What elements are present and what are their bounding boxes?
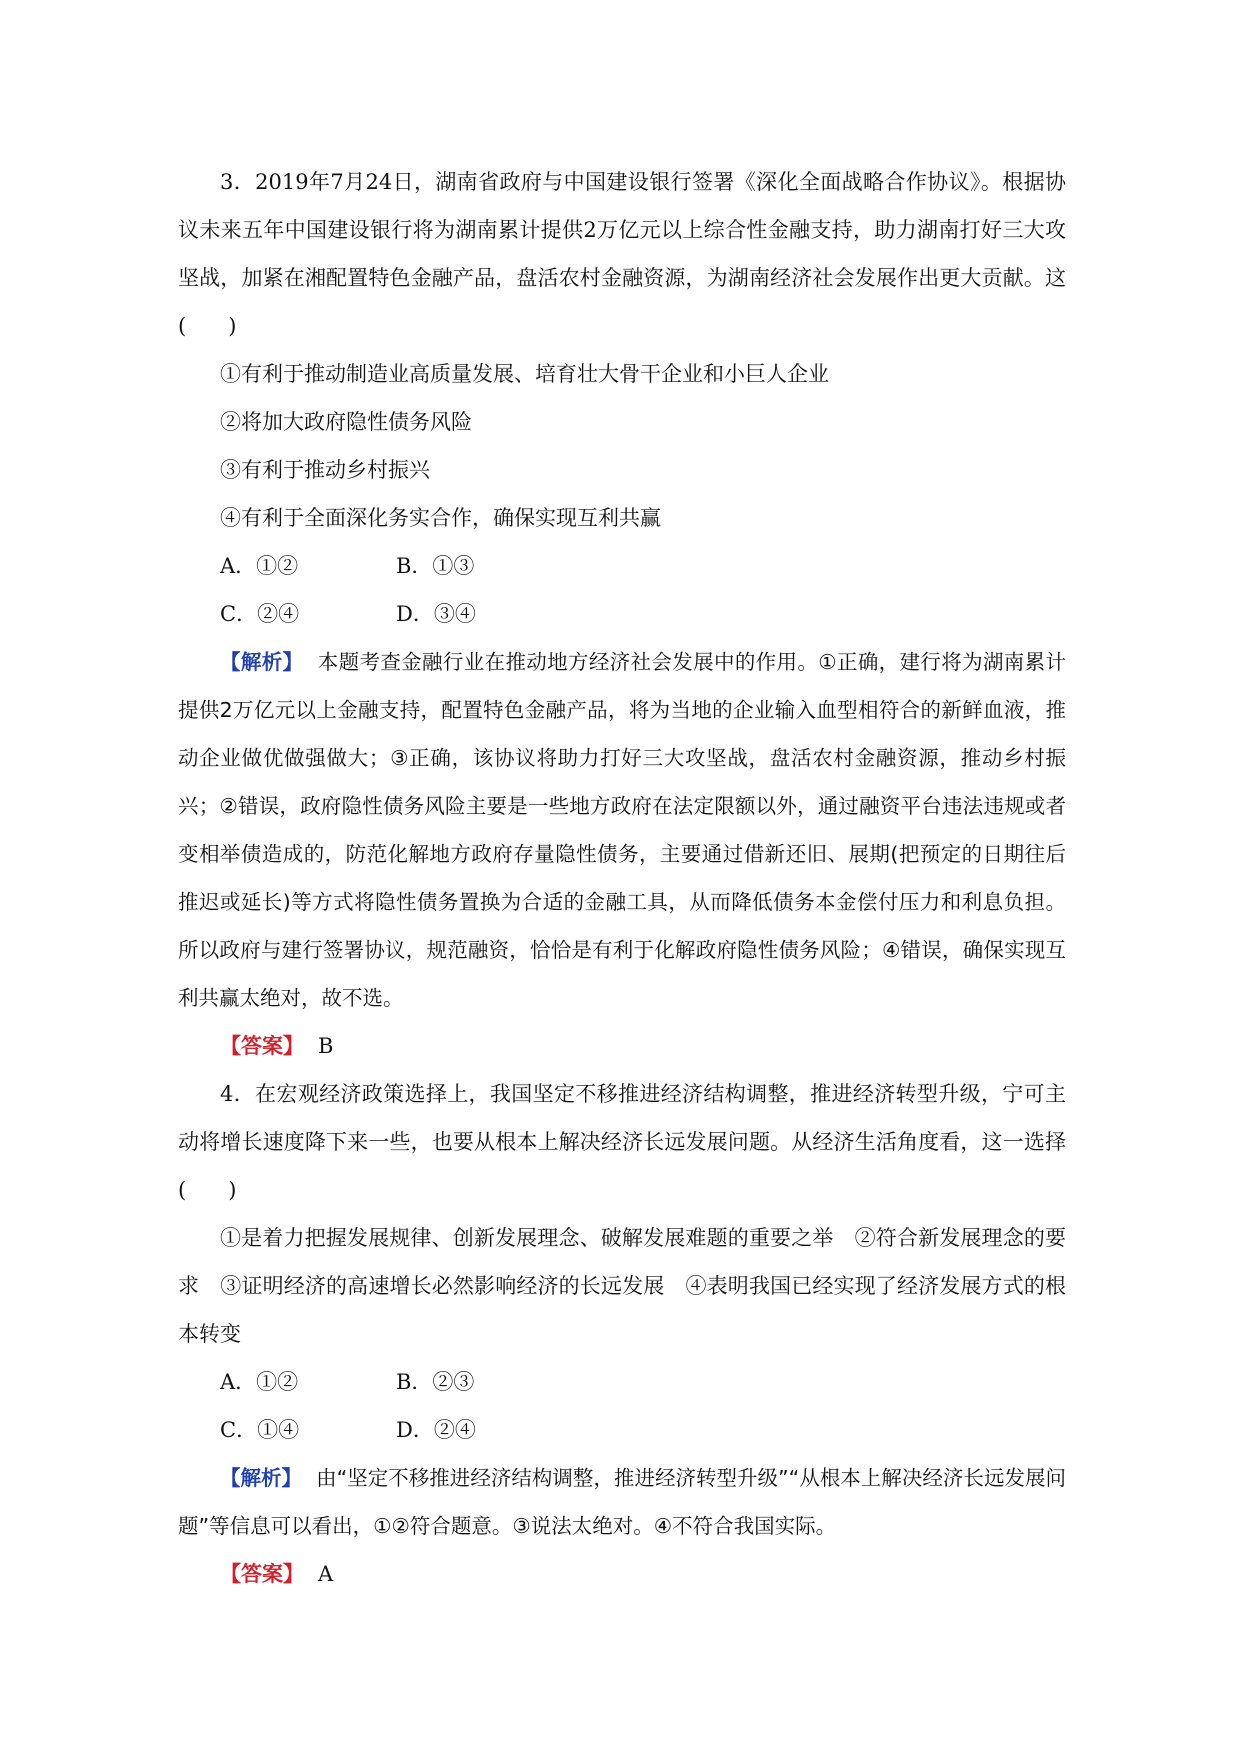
q3-item-3: ③有利于推动乡村振兴	[220, 458, 430, 482]
q4-analysis-label: 【解析】	[220, 1466, 303, 1490]
q3-option-a: A．①②	[220, 554, 299, 578]
q3-option-d: D．③④	[396, 602, 476, 626]
q4-answer-value: A	[318, 1562, 334, 1586]
q4-answer-label: 【答案】	[220, 1562, 304, 1586]
q4-analysis	[178, 1454, 1066, 1550]
q3-options-row-2	[178, 590, 1066, 638]
q3-answer-label: 【答案】	[220, 1034, 304, 1058]
q3-stem: 3．2019年7月24日，湖南省政府与中国建设银行签署《深化全面战略合作协议》。根据协议未来五年中国建设银行将为湖南累计提供2万亿元以上综合性金融支持，助力湖南打好三大攻坚战，加紧在湘配置特色金融产品，盘活农村金融资源，为湖南经济社会发展作出更大贡献。这( )	[178, 170, 1066, 338]
q3-answer-value: B	[318, 1034, 334, 1058]
q3-analysis-text: 本题考查金融行业在推动地方经济社会发展中的作用。①正确，建行将为湖南累计提供2万亿元以上金融支持，配置特色金融产品，将为当地的企业输入血型相符合的新鲜血液，推动企业做优做强做大；③正确，该协议将助力打好三大攻坚战，盘活农村金融资源，推动乡村振兴；②错误，政府隐性债务风险主要是一些地方政府在法定限额以外，通过融资平台违法违规或者变相举债造成的，防范化解地方政府存量隐性债务，主要通过借新还旧、展期(把预定的日期往后推迟或延长)等方式将隐性债务置换为合适的金融工具，从而降低债务本金偿付压力和利息负担。所以政府与建行签署协议，规范融资，恰恰是有利于化解政府隐性债务风险；④错误，确保实现互利共赢太绝对，故不选。	[178, 650, 1066, 1010]
q3-item-2: ②将加大政府隐性债务风险	[220, 410, 472, 434]
q3-analysis-label: 【解析】	[220, 650, 304, 674]
q4-analysis-text: 由“坚定不移推进经济结构调整，推进经济转型升级”“从根本上解决经济长远发展问题”等信息可以看出，①②符合题意。③说法太绝对。④不符合我国实际。	[178, 1466, 1066, 1538]
q4-stem: 4．在宏观经济政策选择上，我国坚定不移推进经济结构调整，推进经济转型升级，宁可主动将增长速度降下来一些，也要从根本上解决经济长远发展问题。从经济生活角度看，这一选择( )	[178, 1082, 1066, 1202]
q4-answer	[178, 1550, 1066, 1598]
q3-analysis	[178, 638, 1066, 1022]
q4-option-b: B．②③	[396, 1370, 475, 1394]
q4-options-row-1	[178, 1358, 1066, 1406]
q4-options-row-2	[178, 1406, 1066, 1454]
q3-answer	[178, 1022, 1066, 1070]
q4-items: ①是着力把握发展规律、创新发展理念、破解发展难题的重要之举 ②符合新发展理念的要求 ③证明经济的高速增长必然影响经济的长远发展 ④表明我国已经实现了经济发展方式的根本转变	[178, 1226, 1066, 1346]
q3-item-4: ④有利于全面深化务实合作，确保实现互利共赢	[220, 506, 661, 530]
q3-option-b: B．①③	[396, 554, 475, 578]
q4-option-a: A．①②	[220, 1370, 299, 1394]
q3-options-row-1	[178, 542, 1066, 590]
document-page	[178, 158, 1066, 1598]
q3-option-c: C．②④	[220, 602, 300, 626]
q4-option-c: C．①④	[220, 1418, 300, 1442]
q3-item-1: ①有利于推动制造业高质量发展、培育壮大骨干企业和小巨人企业	[220, 362, 829, 386]
q4-option-d: D．②④	[396, 1418, 476, 1442]
